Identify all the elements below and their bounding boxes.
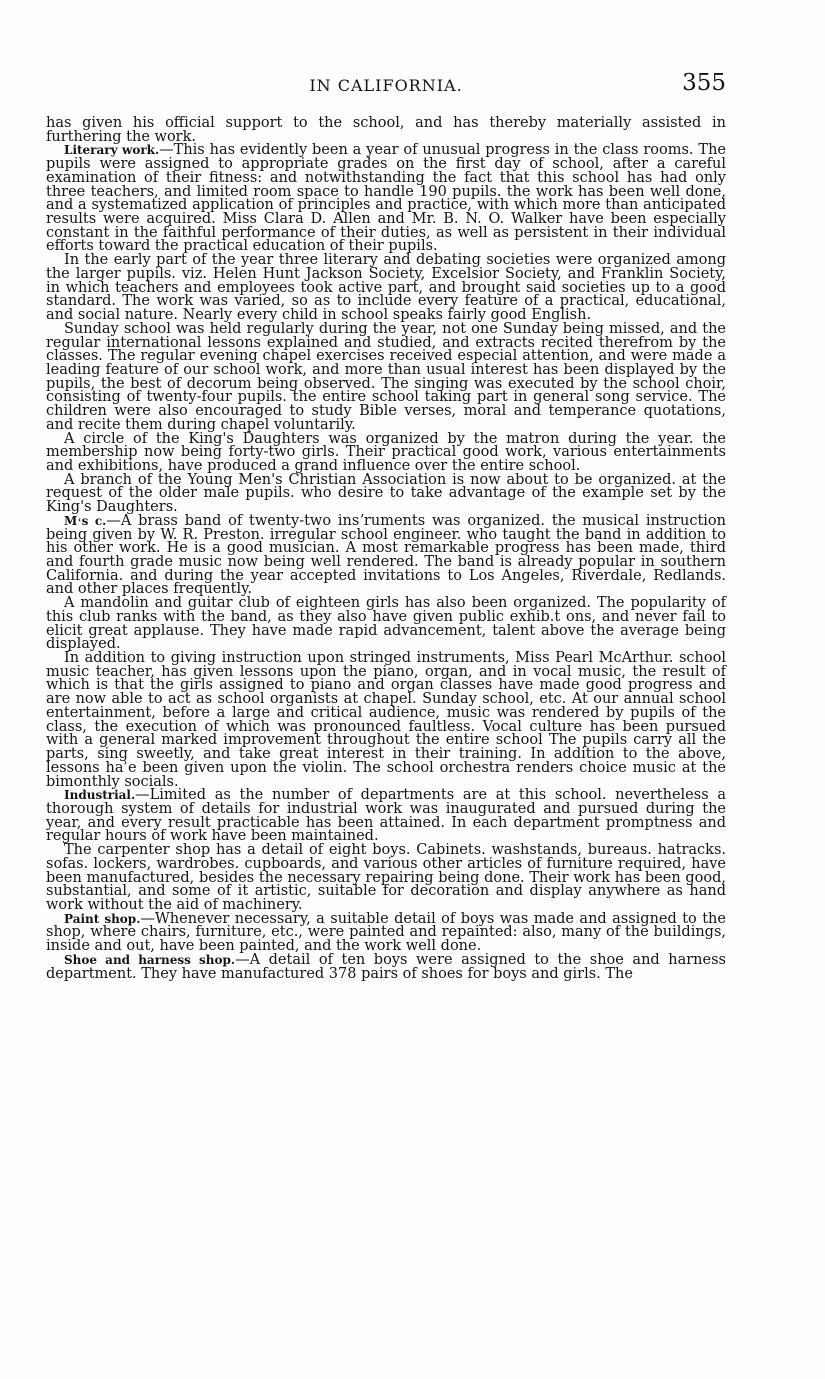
paragraph-carpenter-shop bbox=[46, 844, 726, 913]
paragraph-text: has given his official support to the school, and has thereby materially assisted in furthering the work. bbox=[46, 115, 726, 145]
section-heading: Shoe and harness shop. bbox=[64, 952, 236, 967]
paragraph-literary-societies bbox=[46, 254, 726, 323]
paragraph-text: —A detail of ten boys were assigned to the shoe and harness department. They have manufactured 378 pairs of shoes for boys and girls. The bbox=[46, 951, 726, 982]
paragraph-vocal-music bbox=[46, 652, 726, 789]
paragraph-industrial bbox=[46, 789, 726, 844]
paragraph-sunday-school bbox=[46, 320, 726, 433]
paragraph-text: The carpenter shop has a detail of eight boys. Cabinets. washstands, bureaus. hatracks. sofas. lockers, wardrobes. cupboards, and various other articles of furniture required, have been manufactured, besides the necessary repairing being done. Their work has been good, substantial, and some of it artistic, suitable for decoration and display anywhere as hand work without the aid of machinery. bbox=[46, 842, 726, 913]
paragraph-mandolin-club bbox=[46, 597, 726, 652]
page-header bbox=[46, 70, 726, 102]
paragraph-music bbox=[46, 512, 726, 598]
paragraph-text: Sunday school was held regularly during the year, not one Sunday being missed, and the regular international lessons explained and studied, and extracts recited therefrom by the classes. The regular evening chapel exercises received especial attention, and were made a leading feature of our school work, and more than usual interest has been displayed by the pupils, the best of decorum being observed. The singing was executed by the school choir, consisting of twenty-four pupils. the entire school taking part in general song service. The children were also encouraged to study Bible verses, moral and temperance quotations, and recite them during chapel voluntarily. bbox=[46, 320, 726, 433]
paragraph-text: —A brass band of twenty-two insʼruments was organized. the musical instruction being given by W. R. Preston. irregular school engineer. who taught the band in addition to his other work. He is a good musician. A most remarkable progress has been made, third and fourth grade music now being well rendered. The band is already popular in southern California. and during the year accepted invitations to Los Angeles, Riverdale, Redlands. and other places frequently. bbox=[46, 512, 726, 598]
body-text bbox=[46, 117, 726, 981]
paragraph-text: —This has evidently been a year of unusual progress in the class rooms. The pupils were assigned to appropriate grades on the first day of school, after a careful examination of their fitness: and notwithstanding the fact that this school has had only three teachers, and limited room space to handle 190 pupils. the work has been well done, and a systematized application of principles and practice, with which more than anticipated results were acquired. Miss Clara D. Allen and Mr. B. N. O. Walker have been especially constant in the faithful performance of their duties, as well as persistent in their individual efforts toward the practical education of their pupils. bbox=[46, 142, 726, 255]
section-heading: Literary work. bbox=[64, 143, 160, 158]
page-number: 355 bbox=[682, 70, 726, 96]
paragraph-text: —Limited as the number of departments are at this school. nevertheless a thorough system of details for industrial work was inaugurated and pursued during the year, and every result practicable has been attained. In each department promptness and regular hours of work have been maintained. bbox=[46, 787, 726, 845]
paragraph-literary-work bbox=[46, 144, 726, 254]
paragraph-text: A circle of the King's Daughters was organized by the matron during the year. the membership now being forty-two girls. Their practical good work, various entertainments and exhibitions, have produced a grand influence over the entire school. bbox=[46, 430, 726, 474]
paragraph-text: A mandolin and guitar club of eighteen girls has also been organized. The popularity of this club ranks with the band, as they also have given public exhib.t ons, and never fail to elicit great applause. They have made rapid advancement, talent above the average being displayed. bbox=[46, 595, 726, 653]
section-heading: M˓s c. bbox=[64, 513, 107, 528]
paragraph-kings-daughters bbox=[46, 430, 726, 474]
paragraph-text: In addition to giving instruction upon stringed instruments, Miss Pearl McArthur. school music teacher, has given lessons upon the piano, organ, and in vocal music, the result of which is that the girls assigned to piano and organ classes have made good progress and are now able to act as school organists at chapel. Sunday school, etc. At our annual school entertainment, before a large and critical audience, music was rendered by pupils of the class, the execution of which was pronounced faultless. Vocal culture has been pursued with a general marked improvement throughout the entire school The pupils carry all the parts, sing sweetly, and take great interest in their training. In addition to the above, lessons haʾe been given upon the violin. The school orchestra renders choice music at the bimonthly socials. bbox=[46, 650, 726, 790]
paragraph-continuation bbox=[46, 117, 726, 144]
section-heading: Industrial. bbox=[64, 788, 136, 803]
paragraph-paint-shop bbox=[46, 910, 726, 955]
paragraph-text: In the early part of the year three literary and debating societies were organized among the larger pupils. viz. Helen Hunt Jackson Society, Excelsior Society, and Franklin Society, in which teachers and employees took active part, and brought said societies up to a good standard. The work was varied, so as to include every feature of a practical, educational, and social nature. Nearly every child in school speaks fairly good English. bbox=[46, 252, 726, 324]
paragraph-shoe-harness-shop bbox=[46, 951, 726, 982]
paragraph-text: —Whenever necessary, a suitable detail of boys was made and assigned to the shop, where chairs, furniture, etc., were painted and repainted: also, many of the buildings, inside and out, have been painted, and the work well done. bbox=[46, 910, 726, 955]
paragraph-ymca bbox=[46, 471, 726, 516]
paragraph-text: A branch of the Young Men's Christian Association is now about to be organized. at the request of the older male pupils. who desire to take advantage of the example set by the King's Daughters. bbox=[46, 471, 726, 516]
running-title: IN CALIFORNIA. bbox=[309, 76, 463, 95]
section-heading: Paint shop. bbox=[64, 911, 141, 926]
